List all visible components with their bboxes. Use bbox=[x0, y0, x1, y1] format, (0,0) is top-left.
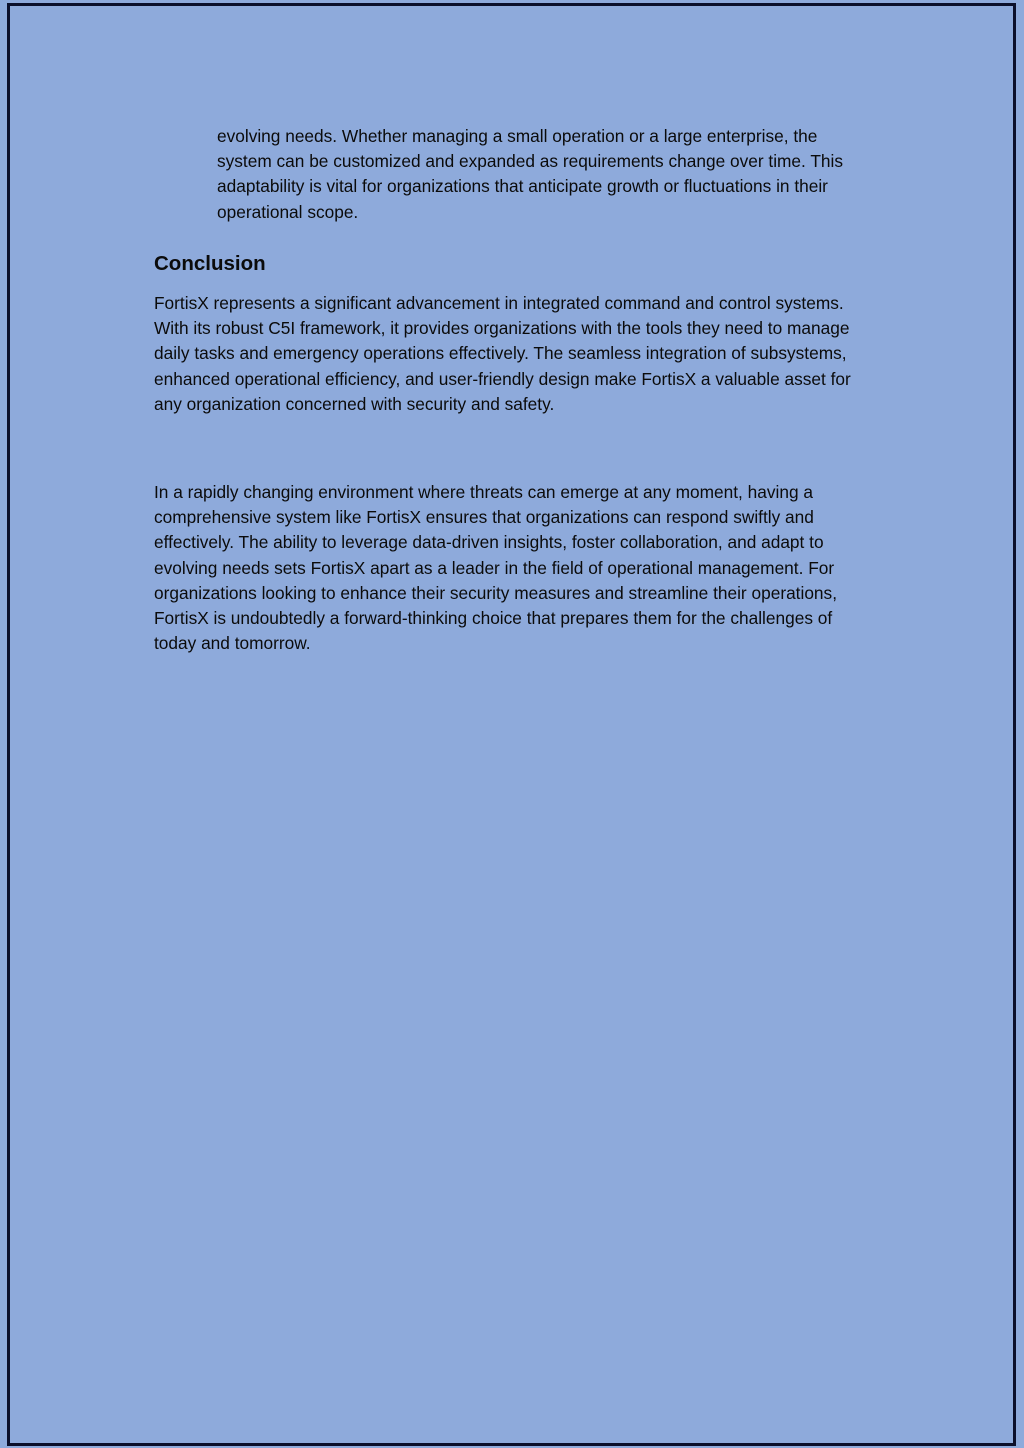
conclusion-heading: Conclusion bbox=[154, 252, 266, 275]
conclusion-paragraph-2: In a rapidly changing environment where threats can emerge at any moment, having a comprehensive system like FortisX ensures that organizations can respond swiftly and effectively. The ability to leverage data-driven insights, foster collaboration, and adapt to evolving needs sets FortisX apart as a leader in the field of operational management. For organizations looking to enhance their security measures and streamline their operations, FortisX is undoubtedly a forward-thinking choice that prepares them for the challenges of today and tomorrow. bbox=[154, 482, 837, 654]
continued-paragraph: evolving needs. Whether managing a small operation or a large enterprise, the system can be customized and expanded as requirements change over time. This adaptability is vital for organizations that anticipate growth or fluctuations in their operational scope. bbox=[217, 126, 843, 222]
conclusion-paragraph-1: FortisX represents a significant advancement in integrated command and control systems. With its robust C5I framework, it provides organizations with the tools they need to manage daily tasks and emergency operations effectively. The seamless integration of subsystems, enhanced operational efficiency, and user-friendly design make FortisX a valuable asset for any organization concerned with security and safety. bbox=[154, 293, 851, 414]
